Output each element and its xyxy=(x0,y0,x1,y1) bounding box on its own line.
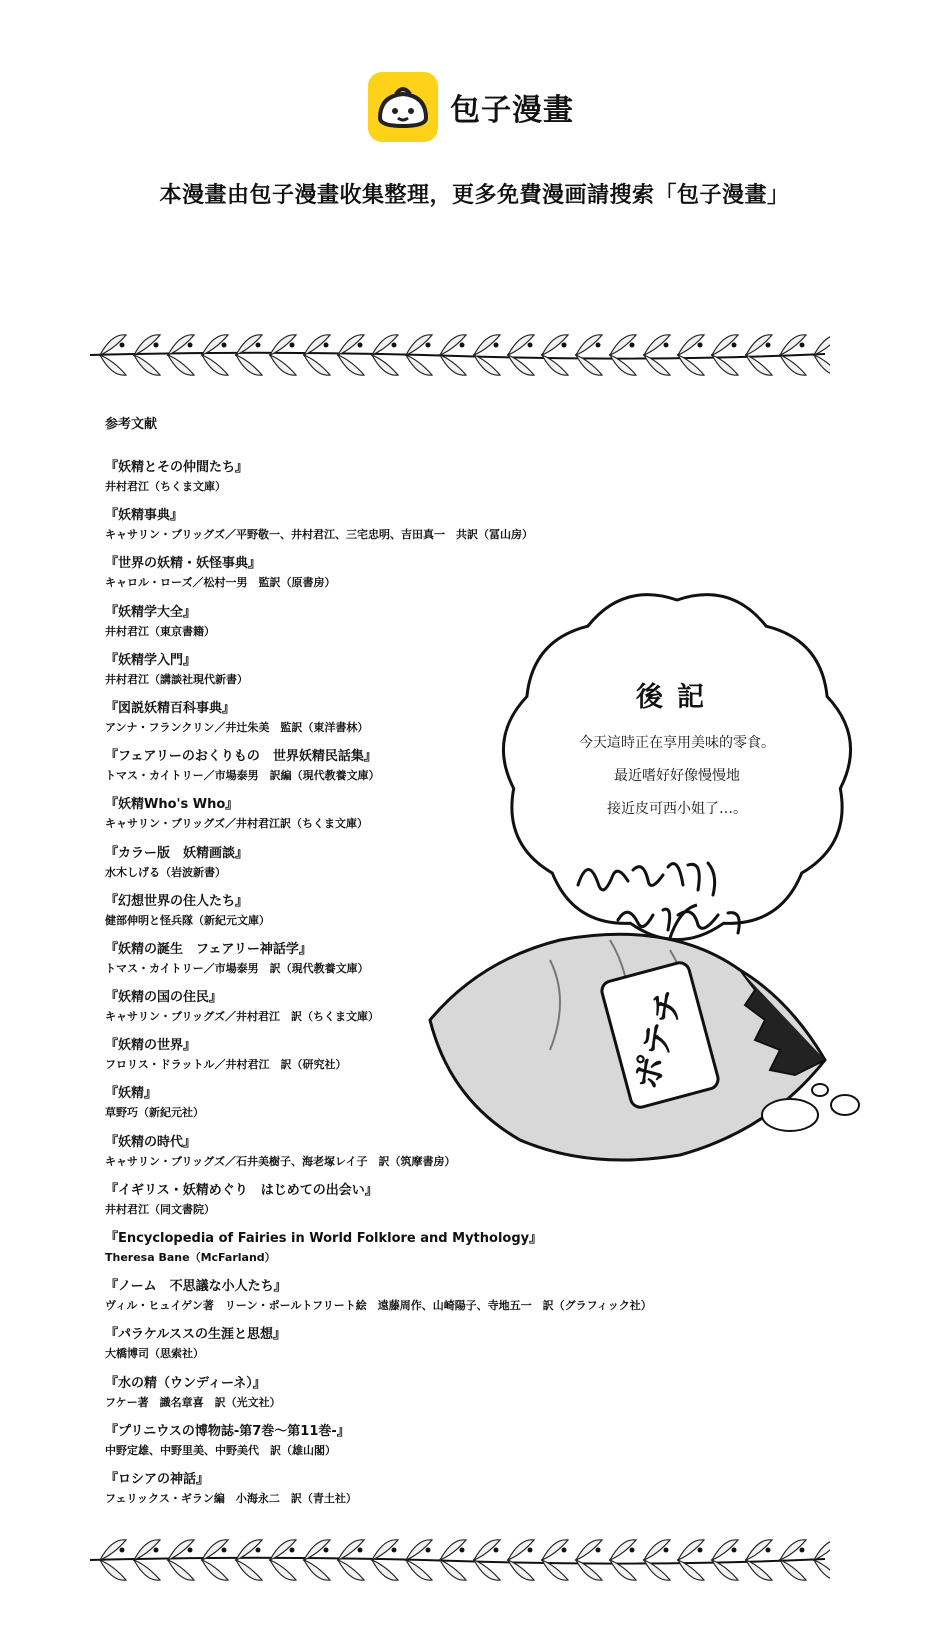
site-logo[interactable] xyxy=(368,72,608,142)
afterword-line: 接近皮可西小姐了…。 xyxy=(607,801,747,817)
chip-bag-illustration xyxy=(410,900,910,1170)
reference-entry xyxy=(105,1325,665,1373)
reference-author: キャサリン・ブリッグズ／井村君江訳（ちくま文庫） xyxy=(105,817,369,831)
afterword-title: 後記 xyxy=(636,682,718,713)
reference-author: アンナ・フランクリン／井辻朱美 監訳（東洋書林） xyxy=(105,720,369,734)
chip-bag-label: ポテチ xyxy=(626,985,692,1095)
reference-title: 『水の精（ウンディーネ）』 xyxy=(105,1375,266,1391)
reference-title: 『妖精学大全』 xyxy=(105,604,197,620)
reference-author: 井村君江（同文書院） xyxy=(105,1202,215,1216)
references-heading: 参考文献 xyxy=(105,417,158,432)
reference-title: 『妖精Who's Who』 xyxy=(105,797,239,813)
reference-author: 草野巧（新紀元社） xyxy=(105,1106,204,1120)
reference-author: フェリックス・ギラン編 小海永二 訳（青土社） xyxy=(105,1491,357,1505)
reference-author: 水木しげる（岩波新書） xyxy=(105,865,226,879)
reference-title: 『プリニウスの博物誌-第7巻～第11巻-』 xyxy=(105,1423,350,1439)
afterword-line: 最近嗜好好像慢慢地 xyxy=(614,768,740,784)
reference-title: 『パラケルススの生涯と思想』 xyxy=(105,1327,286,1343)
reference-entry xyxy=(105,1374,665,1422)
reference-title: 『妖精』 xyxy=(105,1086,158,1102)
reference-title: 『世界の妖精・妖怪事典』 xyxy=(105,556,262,572)
reference-author: トマス・カイトリー／市場泰男 訳編（現代教養文庫） xyxy=(105,769,380,783)
reference-entry xyxy=(105,458,665,506)
reference-author: 井村君江（ちくま文庫） xyxy=(105,480,226,493)
afterword-line: 今天這時正在享用美味的零食。 xyxy=(579,735,775,751)
reference-author: 中野定雄、中野里美、中野美代 訳（雄山閣） xyxy=(105,1443,336,1457)
reference-title: 『妖精事典』 xyxy=(105,508,184,524)
reference-author: 健部伸明と怪兵隊（新紀元文庫） xyxy=(105,913,270,927)
reference-title: 『幻想世界の住人たち』 xyxy=(105,893,249,909)
vine-divider-top xyxy=(85,320,830,390)
reference-entry xyxy=(105,1229,665,1277)
promo-banner-text: 本漫畫由包子漫畫收集整理，更多免費漫画請搜索「包子漫畫」 xyxy=(159,183,790,208)
reference-entry xyxy=(105,1277,665,1325)
reference-title: 『妖精学入門』 xyxy=(105,652,197,668)
reference-title: 『Encyclopedia of Fairies in World Folklore and Mythology』 xyxy=(105,1231,543,1246)
reference-title: 『カラー版 妖精画談』 xyxy=(105,845,249,861)
reference-entry xyxy=(105,1181,665,1229)
reference-author: キャサリン・ブリッグズ／平野敬一、井村君江、三宅忠明、吉田真一 共訳（冨山房） xyxy=(105,528,534,542)
reference-author: キャサリン・ブリッグズ／石井美樹子、海老塚レイ子 訳（筑摩書房） xyxy=(105,1154,456,1168)
reference-author: 井村君江（講談社現代新書） xyxy=(105,672,248,686)
reference-title: 『妖精の世界』 xyxy=(105,1038,197,1054)
reference-author: 井村君江（東京書籍） xyxy=(105,624,215,638)
reference-title: 『ロシアの神話』 xyxy=(105,1471,210,1487)
reference-title: 『妖精の時代』 xyxy=(105,1134,197,1150)
reference-title: 『図説妖精百科事典』 xyxy=(105,700,236,716)
reference-title: 『ノーム 不思議な小人たち』 xyxy=(105,1279,287,1295)
logo-text: 包子漫畫 xyxy=(450,93,574,128)
vine-divider-bottom xyxy=(85,1525,830,1595)
reference-author: フロリス・ドラットル／井村君江 訳（研究社） xyxy=(105,1058,347,1072)
reference-author: フケー著 識名章喜 訳（光文社） xyxy=(105,1395,281,1409)
reference-entry xyxy=(105,1422,665,1470)
reference-title: 『フェアリーのおくりもの 世界妖精民話集』 xyxy=(105,749,377,765)
reference-author: 大橋博司（思索社） xyxy=(105,1347,204,1361)
reference-author: キャサリン・ブリッグズ／井村君江 訳（ちくま文庫） xyxy=(105,1010,380,1024)
reference-author: ヴィル・ヒュイゲン著 リーン・ポールトフリート絵 遠藤周作、山崎陽子、寺地五一 訳（グラフィック社） xyxy=(105,1299,652,1313)
reference-entry xyxy=(105,1470,665,1518)
reference-title: 『妖精の誕生 フェアリー神話学』 xyxy=(105,941,312,957)
reference-author: トマス・カイトリー／市場泰男 訳（現代教養文庫） xyxy=(105,961,369,975)
reference-entry xyxy=(105,506,665,554)
reference-title: 『妖精とその仲間たち』 xyxy=(105,460,249,475)
bun-logo-icon xyxy=(368,72,438,142)
reference-author: Theresa Bane（McFarland） xyxy=(105,1251,276,1264)
reference-title: 『イギリス・妖精めぐり はじめての出会い』 xyxy=(105,1182,378,1198)
reference-author: キャロル・ローズ／松村一男 監訳（原書房） xyxy=(105,576,336,590)
reference-title: 『妖精の国の住民』 xyxy=(105,990,223,1006)
